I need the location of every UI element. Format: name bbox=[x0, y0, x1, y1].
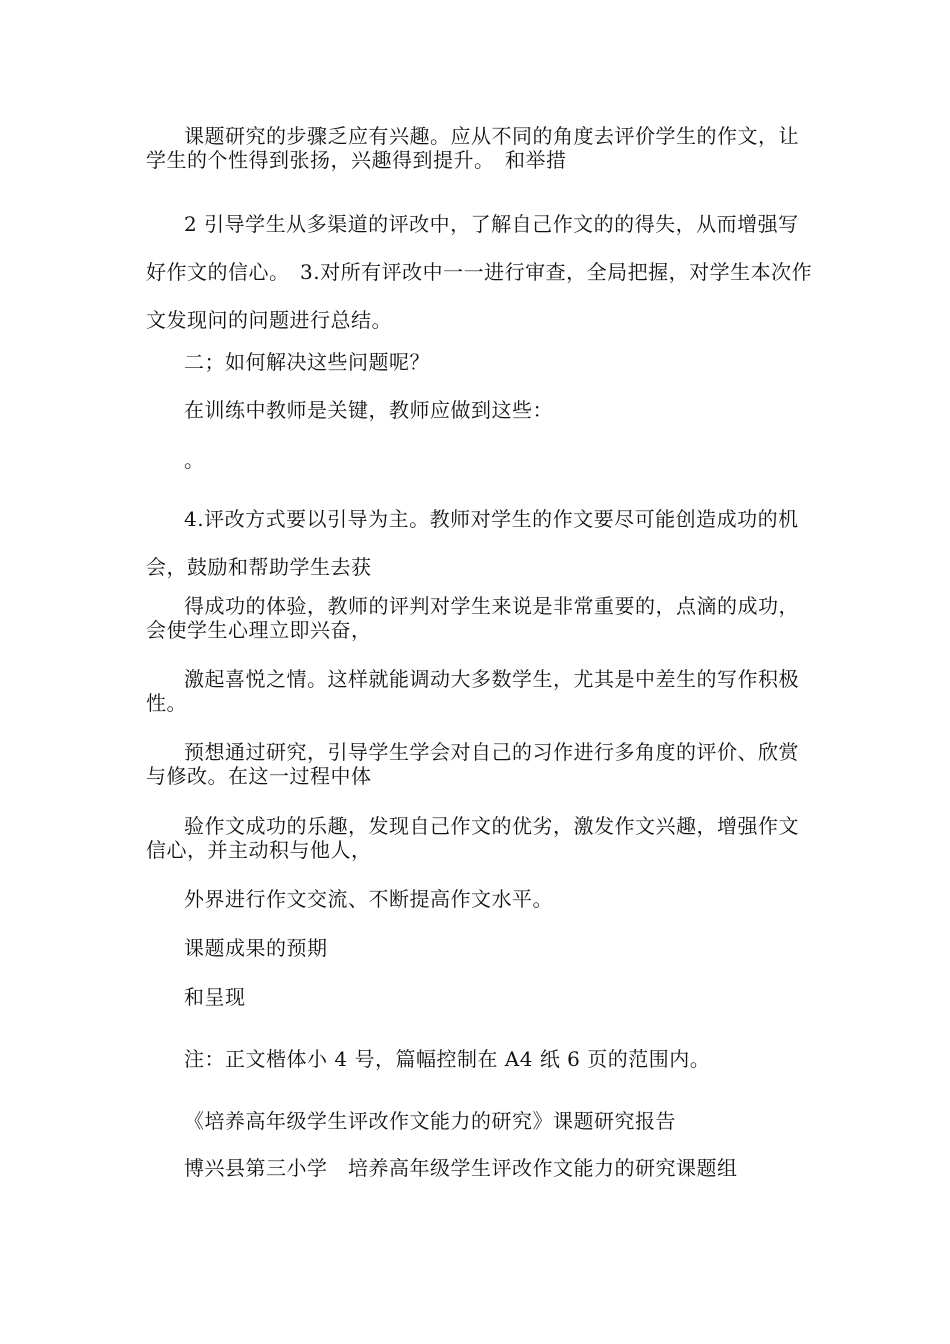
paragraph-research-expectation: 预想通过研究，引导学生学会对自己的习作进行多角度的评价、欣赏与修改。在这一过程中体 bbox=[146, 740, 799, 788]
paragraph-format-note: 注：正文楷体小 4 号，篇幅控制在 A4 纸 6 页的范围内。 bbox=[184, 1047, 711, 1071]
paragraph-exchange: 外界进行作文交流、不断提高作文水平。 bbox=[184, 887, 553, 911]
paragraph-period: 。 bbox=[184, 448, 205, 472]
paragraph-teacher-key: 在训练中教师是关键，教师应做到这些： bbox=[184, 398, 553, 422]
paragraph-how-to-solve: 二；如何解决这些问题呢？ bbox=[184, 350, 430, 374]
paragraph-results-expectation: 课题成果的预期 bbox=[184, 936, 328, 960]
paragraph-presentation: 和呈现 bbox=[184, 985, 246, 1009]
paragraph-joy: 激起喜悦之情。这样就能调动大多数学生，尤其是中差生的写作积极性。 bbox=[146, 667, 799, 715]
paragraph-success-experience: 得成功的体验，教师的评判对学生来说是非常重要的，点滴的成功，会使学生心理立即兴奋， bbox=[146, 594, 799, 642]
report-title: 《培养高年级学生评改作文能力的研究》课题研究报告 bbox=[184, 1109, 676, 1133]
paragraph-success-fun: 验作文成功的乐趣，发现自己作文的优劣，激发作文兴趣，增强作文信心，并主动积与他人， bbox=[146, 814, 799, 862]
paragraph-review-method: 4.评改方式要以引导为主。教师对学生的作文要尽可能创造成功的机会，鼓励和帮助学生去获 bbox=[146, 507, 799, 579]
paragraph-guide-students: 2 引导学生从多渠道的评改中，了解自己作文的的得失，从而增强写好作文的信心。 3.对所有评改中一一进行审查，全局把握，对学生本次作文发现问的问题进行总结。 bbox=[146, 212, 813, 332]
report-author: 博兴县第三小学 培养高年级学生评改作文能力的研究课题组 bbox=[184, 1156, 738, 1180]
paragraph-steps-interest: 课题研究的步骤乏应有兴趣。应从不同的角度去评价学生的作文，让学生的个性得到张扬，兴趣得到提升。 和举措 bbox=[146, 124, 799, 172]
